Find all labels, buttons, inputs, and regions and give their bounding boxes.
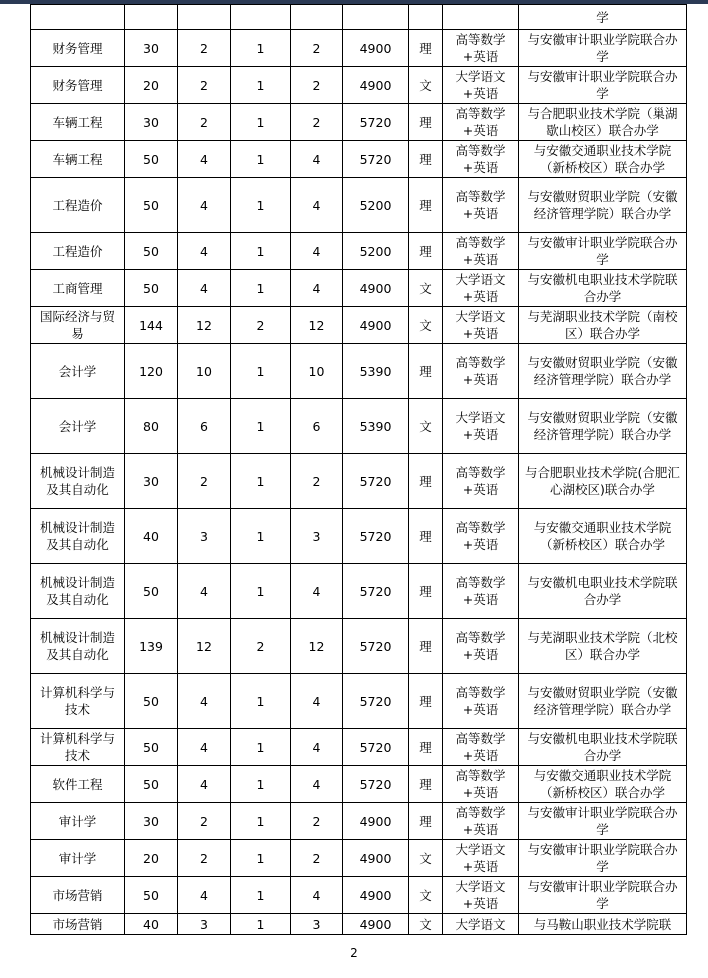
remark-cell: 与安徽财贸职业学院（安徽经济管理学院）联合办学 [519,399,687,454]
plan-count-cell: 50 [125,141,178,178]
plan-count-cell: 30 [125,454,178,509]
remark-cell: 与芜湖职业技术学院（北校区）联合办学 [519,619,687,674]
major-cell: 机械设计制造及其自动化 [31,454,125,509]
count-c-cell: 4 [291,178,343,233]
count-b-cell: 1 [231,803,291,840]
major-cell: 软件工程 [31,766,125,803]
table-row [31,619,687,674]
table-row [31,840,687,877]
table-row [31,674,687,729]
exam-subjects-cell: 大学语文+英语 [443,877,519,914]
remark-cell: 与安徽审计职业学院联合办学 [519,877,687,914]
exam-subjects-cell: 高等数学+英语 [443,619,519,674]
count-c-cell: 4 [291,141,343,178]
count-a-cell: 4 [178,877,231,914]
tuition-cell: 4900 [343,877,409,914]
exam-subjects-cell: 高等数学+英语 [443,233,519,270]
tuition-cell: 5720 [343,454,409,509]
tuition-cell [343,5,409,30]
category-cell: 理 [409,674,443,729]
tuition-cell: 5720 [343,674,409,729]
count-c-cell: 4 [291,564,343,619]
count-a-cell: 12 [178,619,231,674]
major-cell: 机械设计制造及其自动化 [31,509,125,564]
major-cell: 机械设计制造及其自动化 [31,619,125,674]
table-row [31,399,687,454]
exam-subjects-cell: 高等数学+英语 [443,178,519,233]
count-b-cell: 1 [231,766,291,803]
category-cell: 理 [409,729,443,766]
count-a-cell: 4 [178,233,231,270]
exam-subjects-cell: 高等数学+英语 [443,454,519,509]
exam-subjects-cell: 大学语文+英语 [443,67,519,104]
plan-count-cell: 30 [125,803,178,840]
remark-cell: 与安徽机电职业技术学院联合办学 [519,729,687,766]
tuition-cell: 4900 [343,307,409,344]
tuition-cell: 5390 [343,399,409,454]
count-a-cell: 2 [178,454,231,509]
table-row [31,233,687,270]
count-b-cell: 1 [231,30,291,67]
table-row [31,67,687,104]
major-cell: 工程造价 [31,178,125,233]
major-cell: 计算机科学与技术 [31,674,125,729]
table-row [31,270,687,307]
tuition-cell: 4900 [343,270,409,307]
exam-subjects-cell [443,5,519,30]
exam-subjects-cell: 高等数学+英语 [443,766,519,803]
count-c-cell: 2 [291,104,343,141]
count-b-cell: 1 [231,67,291,104]
count-c-cell: 4 [291,766,343,803]
tuition-cell: 5720 [343,766,409,803]
count-c-cell: 2 [291,803,343,840]
count-c-cell: 12 [291,307,343,344]
category-cell: 文 [409,307,443,344]
category-cell: 理 [409,141,443,178]
major-cell: 机械设计制造及其自动化 [31,564,125,619]
plan-count-cell: 50 [125,270,178,307]
category-cell: 理 [409,509,443,564]
count-c-cell: 2 [291,67,343,104]
tuition-cell: 4900 [343,914,409,935]
remark-cell: 与安徽交通职业技术学院（新桥校区）联合办学 [519,766,687,803]
major-cell: 审计学 [31,803,125,840]
count-c-cell: 6 [291,399,343,454]
exam-subjects-cell: 高等数学+英语 [443,803,519,840]
exam-subjects-cell: 大学语文+英语 [443,270,519,307]
category-cell: 理 [409,30,443,67]
exam-subjects-cell: 大学语文 [443,914,519,935]
remark-cell: 与安徽审计职业学院联合办学 [519,803,687,840]
remark-cell: 与安徽审计职业学院联合办学 [519,67,687,104]
count-b-cell: 1 [231,344,291,399]
major-cell: 财务管理 [31,67,125,104]
count-c-cell: 2 [291,30,343,67]
exam-subjects-cell: 高等数学+英语 [443,674,519,729]
count-a-cell: 3 [178,509,231,564]
exam-subjects-cell: 高等数学+英语 [443,344,519,399]
count-a-cell: 2 [178,840,231,877]
category-cell: 文 [409,877,443,914]
major-cell: 车辆工程 [31,141,125,178]
major-cell: 会计学 [31,344,125,399]
category-cell: 理 [409,178,443,233]
tuition-cell: 5720 [343,729,409,766]
remark-cell: 与芜湖职业技术学院（南校区）联合办学 [519,307,687,344]
count-c-cell: 4 [291,729,343,766]
count-b-cell: 1 [231,454,291,509]
plan-count-cell: 139 [125,619,178,674]
remark-cell: 与安徽机电职业技术学院联合办学 [519,270,687,307]
category-cell: 理 [409,104,443,141]
table-row [31,5,687,30]
count-c-cell: 10 [291,344,343,399]
count-b-cell [231,5,291,30]
count-c-cell: 4 [291,233,343,270]
count-a-cell: 3 [178,914,231,935]
remark-cell: 与安徽交通职业技术学院（新桥校区）联合办学 [519,141,687,178]
remark-cell: 与安徽审计职业学院联合办学 [519,233,687,270]
count-c-cell: 2 [291,454,343,509]
major-cell: 财务管理 [31,30,125,67]
exam-subjects-cell: 高等数学+英语 [443,30,519,67]
tuition-cell: 5720 [343,104,409,141]
plan-count-cell: 50 [125,233,178,270]
enrollment-table [30,4,687,935]
count-c-cell: 4 [291,877,343,914]
count-a-cell: 6 [178,399,231,454]
tuition-cell: 5200 [343,178,409,233]
count-a-cell: 4 [178,178,231,233]
plan-count-cell: 40 [125,509,178,564]
count-a-cell: 4 [178,766,231,803]
exam-subjects-cell: 高等数学+英语 [443,564,519,619]
category-cell [409,5,443,30]
remark-cell: 与安徽财贸职业学院（安徽经济管理学院）联合办学 [519,674,687,729]
table-row [31,803,687,840]
category-cell: 理 [409,803,443,840]
tuition-cell: 5720 [343,509,409,564]
category-cell: 文 [409,270,443,307]
exam-subjects-cell: 高等数学+英语 [443,729,519,766]
count-c-cell: 4 [291,270,343,307]
category-cell: 文 [409,399,443,454]
plan-count-cell: 144 [125,307,178,344]
exam-subjects-cell: 高等数学+英语 [443,141,519,178]
exam-subjects-cell: 大学语文+英语 [443,840,519,877]
count-b-cell: 1 [231,141,291,178]
plan-count-cell: 50 [125,877,178,914]
remark-cell: 与合肥职业技术学院（巢湖歇山校区）联合办学 [519,104,687,141]
count-a-cell: 4 [178,270,231,307]
table-row [31,454,687,509]
table-row [31,766,687,803]
remark-cell: 与合肥职业技术学院(合肥汇心湖校区)联合办学 [519,454,687,509]
plan-count-cell: 20 [125,67,178,104]
count-b-cell: 2 [231,307,291,344]
count-c-cell [291,5,343,30]
major-cell: 计算机科学与技术 [31,729,125,766]
remark-cell: 与安徽审计职业学院联合办学 [519,30,687,67]
category-cell: 理 [409,766,443,803]
table-row [31,30,687,67]
plan-count-cell: 120 [125,344,178,399]
plan-count-cell: 50 [125,674,178,729]
count-a-cell: 2 [178,803,231,840]
count-b-cell: 1 [231,674,291,729]
plan-count-cell [125,5,178,30]
table-row [31,564,687,619]
table-row [31,178,687,233]
table-row [31,307,687,344]
remark-cell: 与安徽机电职业技术学院联合办学 [519,564,687,619]
major-cell: 工商管理 [31,270,125,307]
tuition-cell: 5200 [343,233,409,270]
remark-cell: 与安徽交通职业技术学院（新桥校区）联合办学 [519,509,687,564]
count-b-cell: 1 [231,178,291,233]
category-cell: 文 [409,67,443,104]
tuition-cell: 5390 [343,344,409,399]
tuition-cell: 4900 [343,803,409,840]
table-row [31,104,687,141]
category-cell: 理 [409,619,443,674]
remark-cell: 与安徽财贸职业学院（安徽经济管理学院）联合办学 [519,344,687,399]
plan-count-cell: 20 [125,840,178,877]
major-cell: 工程造价 [31,233,125,270]
count-b-cell: 1 [231,914,291,935]
exam-subjects-cell: 大学语文+英语 [443,399,519,454]
tuition-cell: 5720 [343,141,409,178]
count-a-cell: 4 [178,674,231,729]
count-c-cell: 4 [291,674,343,729]
table-row [31,141,687,178]
plan-count-cell: 50 [125,178,178,233]
category-cell: 理 [409,564,443,619]
table-row [31,344,687,399]
tuition-cell: 4900 [343,840,409,877]
category-cell: 文 [409,914,443,935]
tuition-cell: 4900 [343,67,409,104]
plan-count-cell: 30 [125,30,178,67]
major-cell: 车辆工程 [31,104,125,141]
count-b-cell: 1 [231,840,291,877]
count-c-cell: 3 [291,509,343,564]
tuition-cell: 5720 [343,619,409,674]
count-c-cell: 12 [291,619,343,674]
exam-subjects-cell: 大学语文+英语 [443,307,519,344]
page-number: 2 [350,946,358,960]
major-cell: 会计学 [31,399,125,454]
count-a-cell: 2 [178,67,231,104]
exam-subjects-cell: 高等数学+英语 [443,104,519,141]
plan-count-cell: 50 [125,729,178,766]
category-cell: 理 [409,233,443,270]
table-row [31,877,687,914]
count-b-cell: 1 [231,729,291,766]
count-c-cell: 3 [291,914,343,935]
count-a-cell: 10 [178,344,231,399]
count-b-cell: 1 [231,104,291,141]
table-row [31,509,687,564]
plan-count-cell: 50 [125,766,178,803]
count-b-cell: 1 [231,399,291,454]
count-a-cell: 2 [178,30,231,67]
plan-count-cell: 80 [125,399,178,454]
count-a-cell [178,5,231,30]
category-cell: 理 [409,344,443,399]
count-a-cell: 4 [178,141,231,178]
major-cell [31,5,125,30]
plan-count-cell: 30 [125,104,178,141]
category-cell: 文 [409,840,443,877]
count-c-cell: 2 [291,840,343,877]
count-b-cell: 1 [231,877,291,914]
count-a-cell: 12 [178,307,231,344]
category-cell: 理 [409,454,443,509]
table-row [31,729,687,766]
count-b-cell: 1 [231,270,291,307]
count-a-cell: 4 [178,729,231,766]
remark-cell: 与安徽审计职业学院联合办学 [519,840,687,877]
tuition-cell: 5720 [343,564,409,619]
count-a-cell: 4 [178,564,231,619]
plan-count-cell: 40 [125,914,178,935]
major-cell: 市场营销 [31,914,125,935]
plan-count-cell: 50 [125,564,178,619]
count-b-cell: 1 [231,564,291,619]
major-cell: 国际经济与贸易 [31,307,125,344]
count-b-cell: 1 [231,233,291,270]
table-row [31,914,687,935]
major-cell: 市场营销 [31,877,125,914]
remark-cell: 与马鞍山职业技术学院联 [519,914,687,935]
count-a-cell: 2 [178,104,231,141]
major-cell: 审计学 [31,840,125,877]
tuition-cell: 4900 [343,30,409,67]
remark-cell: 学 [519,5,687,30]
count-b-cell: 2 [231,619,291,674]
remark-cell: 与安徽财贸职业学院（安徽经济管理学院）联合办学 [519,178,687,233]
count-b-cell: 1 [231,509,291,564]
exam-subjects-cell: 高等数学+英语 [443,509,519,564]
